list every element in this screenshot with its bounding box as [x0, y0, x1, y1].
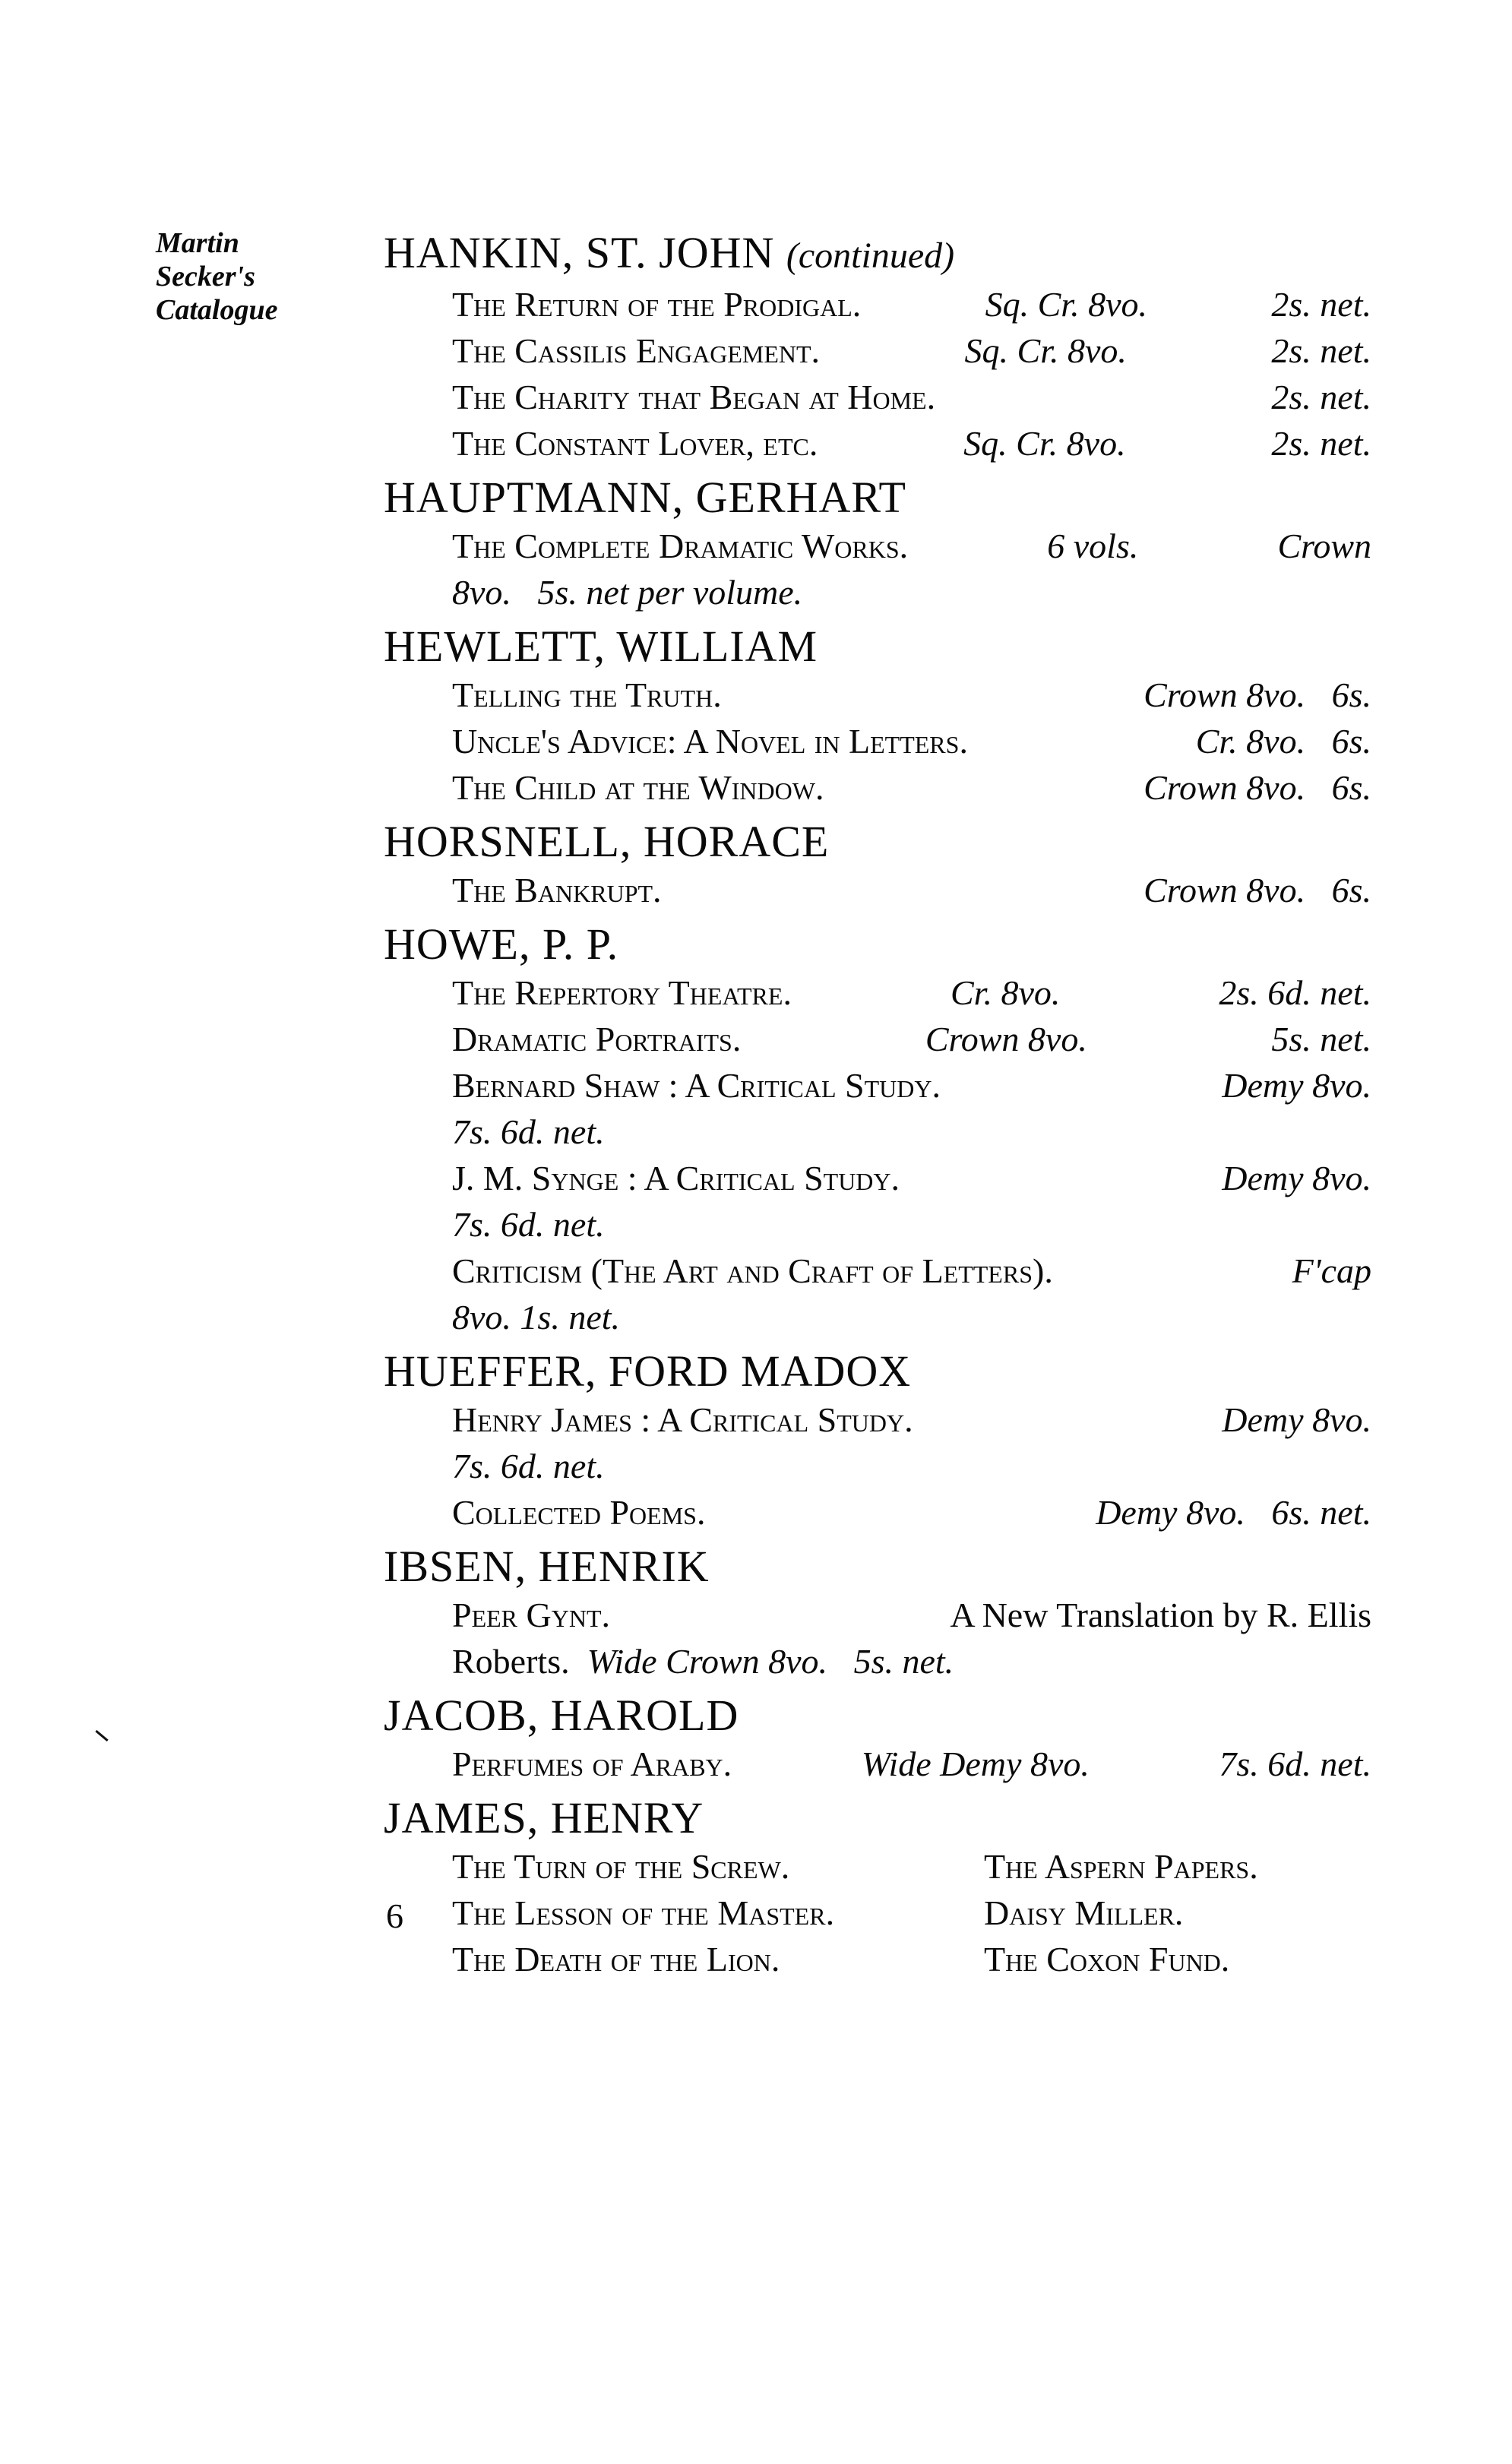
book-entry-continuation: [452, 1294, 1371, 1340]
book-title: The Bankrupt.: [452, 871, 662, 909]
book-entry-continuation: [452, 569, 1371, 615]
book-price: 7s. 6d. net.: [452, 1112, 605, 1151]
continued-note: (continued): [786, 236, 955, 276]
catalogue-column: [384, 222, 1371, 1982]
book-entry: [452, 672, 1371, 718]
book-format-price: Crown 8vo. 6s.: [1143, 768, 1371, 807]
book-format-price: Crown 8vo. 6s.: [1143, 871, 1371, 909]
page-number: 6: [386, 1896, 403, 1935]
book-title: The Cassilis Engagement.: [452, 331, 821, 370]
book-entry: [452, 1016, 1371, 1062]
book-title: The Charity that Began at Home.: [452, 378, 936, 416]
book-price: 2s. 6d. net.: [1219, 973, 1371, 1012]
book-entry: [452, 969, 1371, 1016]
book-entry: [452, 1741, 1371, 1787]
book-price: 7s. 6d. net.: [452, 1447, 605, 1485]
author-heading: HOWE, P. P.: [384, 919, 619, 969]
book-entry: [452, 1062, 1371, 1109]
book-description: A New Translation by R. Ellis: [950, 1596, 1371, 1634]
book-format-price: Crown 8vo. 6s.: [1143, 675, 1371, 714]
book-title: Dramatic Portraits.: [452, 1020, 742, 1058]
book-entry-continuation: [452, 1638, 1371, 1684]
book-title: The Death of the Lion.: [452, 1940, 780, 1978]
book-description: Roberts.: [452, 1642, 570, 1681]
book-entry: [452, 718, 1371, 764]
book-title: Uncle's Advice: A Novel in Letters.: [452, 722, 968, 761]
book-price: 7s. 6d. net.: [452, 1205, 605, 1244]
author-heading: HUEFFER, FORD MADOX: [384, 1346, 912, 1396]
book-entry: [452, 281, 1371, 327]
book-title: The Constant Lover, etc.: [452, 424, 818, 463]
book-title: Criticism (The Art and Craft of Letters).: [452, 1251, 1053, 1290]
book-title: Henry James : A Critical Study.: [452, 1400, 913, 1439]
book-entry-continuation: [452, 1201, 1371, 1248]
margin-note: [156, 226, 338, 327]
book-title: The Child at the Window.: [452, 768, 824, 807]
book-entry: [452, 374, 1371, 420]
book-entry: [452, 327, 1371, 374]
book-entry: [452, 1592, 1371, 1638]
stray-mark: [95, 1730, 108, 1741]
author-heading: HAUPTMANN, GERHART: [384, 473, 906, 522]
book-format: F'cap: [1292, 1251, 1371, 1290]
book-format-price: Cr. 8vo. 6s.: [1195, 722, 1371, 761]
book-entry-continuation: [452, 1443, 1371, 1489]
book-format-price: Demy 8vo. 6s. net.: [1096, 1493, 1371, 1532]
book-format: Cr. 8vo.: [950, 973, 1061, 1012]
book-format: Sq. Cr. 8vo.: [963, 424, 1126, 463]
book-entry: [452, 1248, 1371, 1294]
book-title: Perfumes of Araby.: [452, 1744, 732, 1783]
book-price: 2s. net.: [1271, 424, 1371, 463]
book-title: The Complete Dramatic Works.: [452, 527, 909, 565]
two-column-title-list: [384, 1843, 1371, 1982]
book-format: Wide Crown 8vo.: [587, 1642, 828, 1681]
margin-note-line: Martin: [156, 227, 239, 259]
book-price: 5s. net per volume.: [537, 573, 803, 612]
book-format: Sq. Cr. 8vo.: [985, 285, 1148, 324]
book-title: The Lesson of the Master.: [452, 1893, 835, 1932]
book-title: J. M. Synge : A Critical Study.: [452, 1159, 900, 1197]
author-heading: JAMES, HENRY: [384, 1793, 704, 1842]
book-format: Demy 8vo.: [1222, 1066, 1371, 1105]
book-entry: [452, 1489, 1371, 1536]
book-title: The Turn of the Screw.: [452, 1847, 790, 1886]
book-entry: [452, 867, 1371, 913]
book-format: 8vo.: [452, 573, 511, 612]
margin-note-line: Catalogue: [156, 294, 278, 326]
book-title: Peer Gynt.: [452, 1596, 611, 1634]
book-title: The Repertory Theatre.: [452, 973, 792, 1012]
book-entry: [452, 420, 1371, 467]
book-price: 2s. net.: [1271, 285, 1371, 324]
author-heading: HORSNELL, HORACE: [384, 817, 830, 866]
book-format: Wide Demy 8vo.: [861, 1744, 1090, 1783]
book-price: 5s. net.: [1271, 1020, 1371, 1058]
book-title: The Aspern Papers.: [984, 1847, 1258, 1886]
book-title: Telling the Truth.: [452, 675, 722, 714]
book-entry: [452, 1155, 1371, 1201]
book-price: Crown: [1277, 527, 1371, 565]
book-format: Crown 8vo.: [925, 1020, 1087, 1058]
book-title: Bernard Shaw : A Critical Study.: [452, 1066, 941, 1105]
book-price: 2s. net.: [1271, 378, 1371, 416]
book-price: 5s. net.: [853, 1642, 954, 1681]
book-price: 2s. net.: [1271, 331, 1371, 370]
book-entry: [452, 1396, 1371, 1443]
book-format: Demy 8vo.: [1222, 1159, 1371, 1197]
book-format: 6 vols.: [1047, 527, 1139, 565]
book-price: 8vo. 1s. net.: [452, 1298, 621, 1336]
book-title: Daisy Miller.: [984, 1893, 1184, 1932]
book-title: The Return of the Prodigal.: [452, 285, 862, 324]
author-heading: JACOB, HAROLD: [384, 1691, 739, 1740]
book-entry: [452, 523, 1371, 569]
margin-note-line: Secker's: [156, 261, 255, 293]
book-format: Sq. Cr. 8vo.: [964, 331, 1127, 370]
book-price: 7s. 6d. net.: [1219, 1744, 1371, 1783]
book-entry: [452, 764, 1371, 811]
book-format: Demy 8vo.: [1222, 1400, 1371, 1439]
author-heading: IBSEN, HENRIK: [384, 1542, 710, 1591]
book-entry-continuation: [452, 1109, 1371, 1155]
book-title: The Coxon Fund.: [984, 1940, 1230, 1978]
book-title: Collected Poems.: [452, 1493, 706, 1532]
author-heading: HEWLETT, WILLIAM: [384, 622, 818, 671]
author-heading: HANKIN, ST. JOHN (continued): [384, 228, 955, 277]
